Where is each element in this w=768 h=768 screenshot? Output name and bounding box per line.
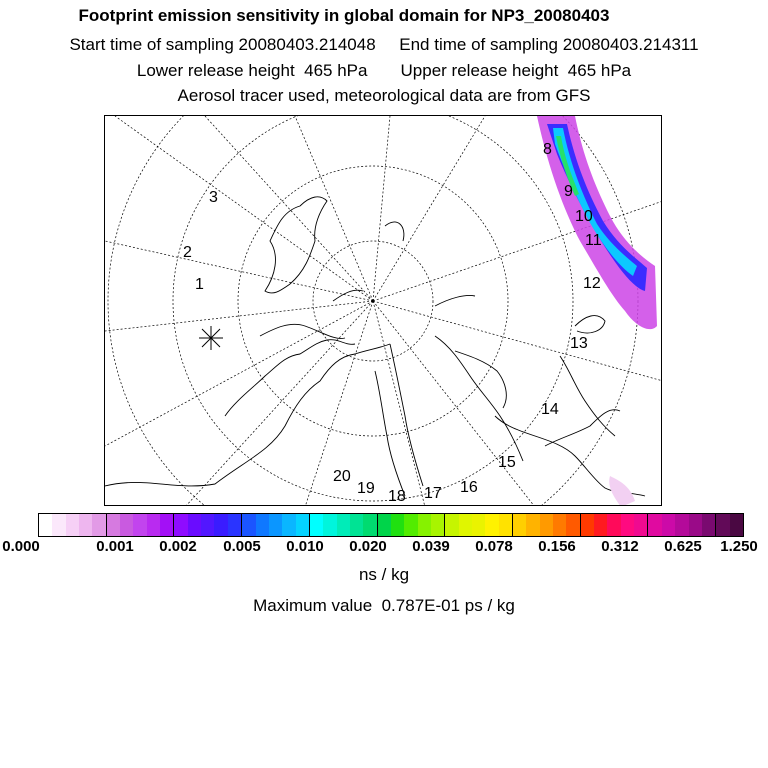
color-swatch: [418, 514, 431, 536]
meridian-line: [105, 301, 373, 446]
meridian-line: [105, 241, 373, 301]
scale-tick-label: 0.156: [538, 538, 576, 555]
color-swatch: [228, 514, 242, 536]
plume-faint: [609, 476, 635, 506]
trajectory-label: 3: [209, 189, 218, 206]
trajectory-label: 17: [424, 485, 442, 502]
color-swatch: [526, 514, 539, 536]
color-swatch: [391, 514, 404, 536]
coastline: [105, 344, 390, 486]
color-swatch: [404, 514, 417, 536]
trajectory-label: 2: [183, 244, 192, 261]
scale-units: ns / kg: [358, 565, 410, 584]
color-swatch: [120, 514, 133, 536]
color-swatch: [485, 514, 498, 536]
color-swatch: [256, 514, 269, 536]
scale-tick-label: 0.078: [475, 538, 513, 555]
color-swatch: [675, 514, 688, 536]
scale-tick-label: 0.000: [2, 538, 40, 555]
map-canvas: [105, 116, 662, 506]
coastline: [455, 351, 506, 408]
color-swatch: [716, 514, 729, 536]
color-swatch: [540, 514, 553, 536]
color-swatch: [553, 514, 566, 536]
color-swatch: [79, 514, 92, 536]
coastline: [225, 340, 355, 416]
footprint-plume: [537, 116, 657, 506]
coastline: [435, 336, 523, 461]
scale-tick-label: 1.250: [720, 538, 758, 555]
scale-tick-label: 0.001: [96, 538, 134, 555]
tracer-info-line: Aerosol tracer used, meteorological data are from GFS: [177, 86, 591, 105]
color-swatch: [39, 514, 52, 536]
color-swatch: [459, 514, 472, 536]
color-swatch: [730, 514, 743, 536]
latitude-circle: [173, 116, 573, 501]
color-swatch: [147, 514, 160, 536]
color-scale-bar: [38, 513, 744, 537]
color-swatch: [282, 514, 295, 536]
scale-tick-label: 0.625: [664, 538, 702, 555]
scale-tick-label: 0.312: [601, 538, 639, 555]
scale-tick-label: 0.002: [159, 538, 197, 555]
color-swatch: [594, 514, 607, 536]
trajectory-label: 11: [585, 232, 602, 249]
coastline: [260, 324, 345, 338]
meridian-line: [295, 116, 373, 301]
meridian-line: [373, 301, 425, 506]
coastline: [435, 295, 475, 306]
scale-tick-label: 0.020: [349, 538, 387, 555]
color-swatch: [160, 514, 174, 536]
color-swatch: [581, 514, 594, 536]
sampling-time-line: Start time of sampling 20080403.214048 End time of sampling 20080403.214311: [69, 35, 699, 54]
maximum-value: Maximum value 0.787E-01 ps / kg: [253, 596, 515, 615]
color-swatch: [214, 514, 227, 536]
trajectory-label: 20: [333, 468, 351, 485]
trajectory-label: 1: [195, 276, 204, 293]
coastline: [385, 222, 404, 241]
trajectory-label: 15: [498, 454, 516, 471]
scale-tick-label: 0.039: [412, 538, 450, 555]
trajectory-label: 9: [564, 183, 573, 200]
color-swatch: [133, 514, 146, 536]
meridian-line: [373, 116, 485, 301]
scale-tick-label: 0.010: [286, 538, 324, 555]
coastline: [390, 344, 423, 486]
release-height-line: Lower release height 465 hPa Upper release height 465 hPa: [136, 61, 632, 80]
color-swatch: [621, 514, 634, 536]
trajectory-label: 19: [357, 480, 375, 497]
meridian-line: [373, 116, 390, 301]
trajectory-label: 14: [541, 401, 559, 418]
meridian-line: [205, 116, 373, 301]
coastline: [575, 316, 605, 333]
color-swatch: [92, 514, 106, 536]
color-swatch: [662, 514, 675, 536]
color-swatch: [174, 514, 187, 536]
color-swatch: [296, 514, 310, 536]
color-swatch: [52, 514, 65, 536]
trajectory-label: 12: [583, 275, 601, 292]
footprint-map: [104, 115, 662, 506]
color-swatch: [188, 514, 201, 536]
color-swatch: [607, 514, 620, 536]
coastline: [560, 356, 615, 436]
color-swatch: [648, 514, 661, 536]
trajectory-label: 13: [570, 335, 588, 352]
trajectory-label: 16: [460, 479, 478, 496]
trajectory-labels: [183, 141, 602, 505]
color-swatch: [242, 514, 255, 536]
trajectory-label: 8: [543, 141, 552, 158]
color-swatch: [566, 514, 580, 536]
color-swatch: [513, 514, 526, 536]
color-swatch: [499, 514, 513, 536]
color-swatch: [445, 514, 458, 536]
color-swatch: [269, 514, 282, 536]
color-swatch: [350, 514, 363, 536]
trajectory-label: 18: [388, 488, 406, 505]
coastlines: [105, 197, 645, 496]
plot-title: Footprint emission sensitivity in global domain for NP3_20080403: [78, 6, 610, 25]
color-swatch: [363, 514, 377, 536]
asterisk-icon: [199, 326, 223, 350]
color-swatch: [431, 514, 445, 536]
color-swatch: [201, 514, 214, 536]
color-swatch: [323, 514, 336, 536]
color-swatch: [702, 514, 716, 536]
color-swatch: [378, 514, 391, 536]
color-swatch: [634, 514, 648, 536]
color-swatch: [689, 514, 702, 536]
meridian-line: [373, 301, 662, 381]
color-swatch: [310, 514, 323, 536]
color-swatch: [107, 514, 120, 536]
trajectory-label: 10: [575, 208, 593, 225]
color-swatch: [66, 514, 79, 536]
color-swatch: [337, 514, 350, 536]
scale-tick-label: 0.005: [223, 538, 261, 555]
color-swatch: [472, 514, 485, 536]
